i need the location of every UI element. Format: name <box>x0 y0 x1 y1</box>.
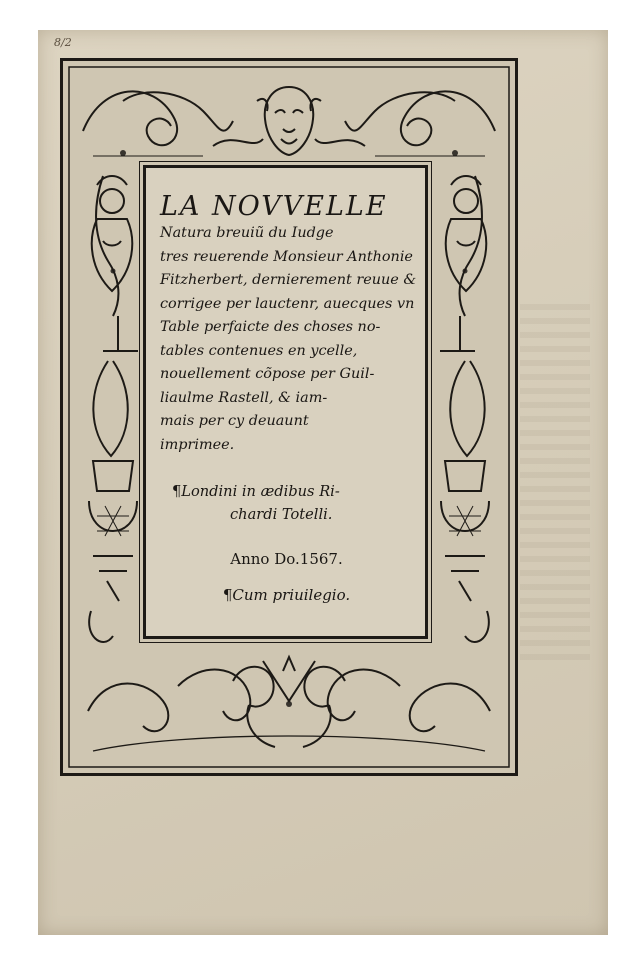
title-line: Natura breuiũ du Iudge <box>160 225 334 241</box>
show-through-texture <box>520 300 590 660</box>
privilege-line <box>160 586 413 604</box>
title-line: corrigee per lauctenr, auecques vn <box>160 295 415 312</box>
title-panel <box>143 165 428 639</box>
title-text-block <box>146 168 425 604</box>
title-line: imprimee. <box>160 436 235 453</box>
title-line: Table perfaicte des choses no- <box>160 319 381 335</box>
title-line: tres reuerende Monsieur Anthonie <box>160 248 413 265</box>
imprint-line: chardi Totelli. <box>230 506 333 523</box>
privilege-text: Cum priuilegio. <box>232 586 351 604</box>
grotesque-mask-ornament-icon <box>253 81 325 161</box>
title-line: liaulme Rastell, & iam- <box>160 389 328 406</box>
book-title: LA NOVVELLE <box>160 191 388 222</box>
title-line: mais per cy deuaunt <box>160 413 309 429</box>
imprint <box>160 480 413 526</box>
caryatid-figure-ornament-icon <box>431 171 501 311</box>
title-line: tables contenues en ycelle, <box>160 342 358 359</box>
imprint-line: Londini in ædibus Ri- <box>181 483 340 500</box>
title-line: Fitzherbert, dernierement reuue & <box>160 272 417 288</box>
folio-note: 8/2 <box>54 36 72 49</box>
title-line: nouellement cõpose per Guil- <box>160 366 375 382</box>
pilcrow-icon: ¶ <box>172 483 182 500</box>
publication-date: Anno Do.1567. <box>230 550 343 568</box>
satyr-ornament-icon <box>213 651 365 761</box>
pilcrow-icon: ¶ <box>222 586 233 604</box>
caryatid-figure-ornament-icon <box>77 171 147 311</box>
